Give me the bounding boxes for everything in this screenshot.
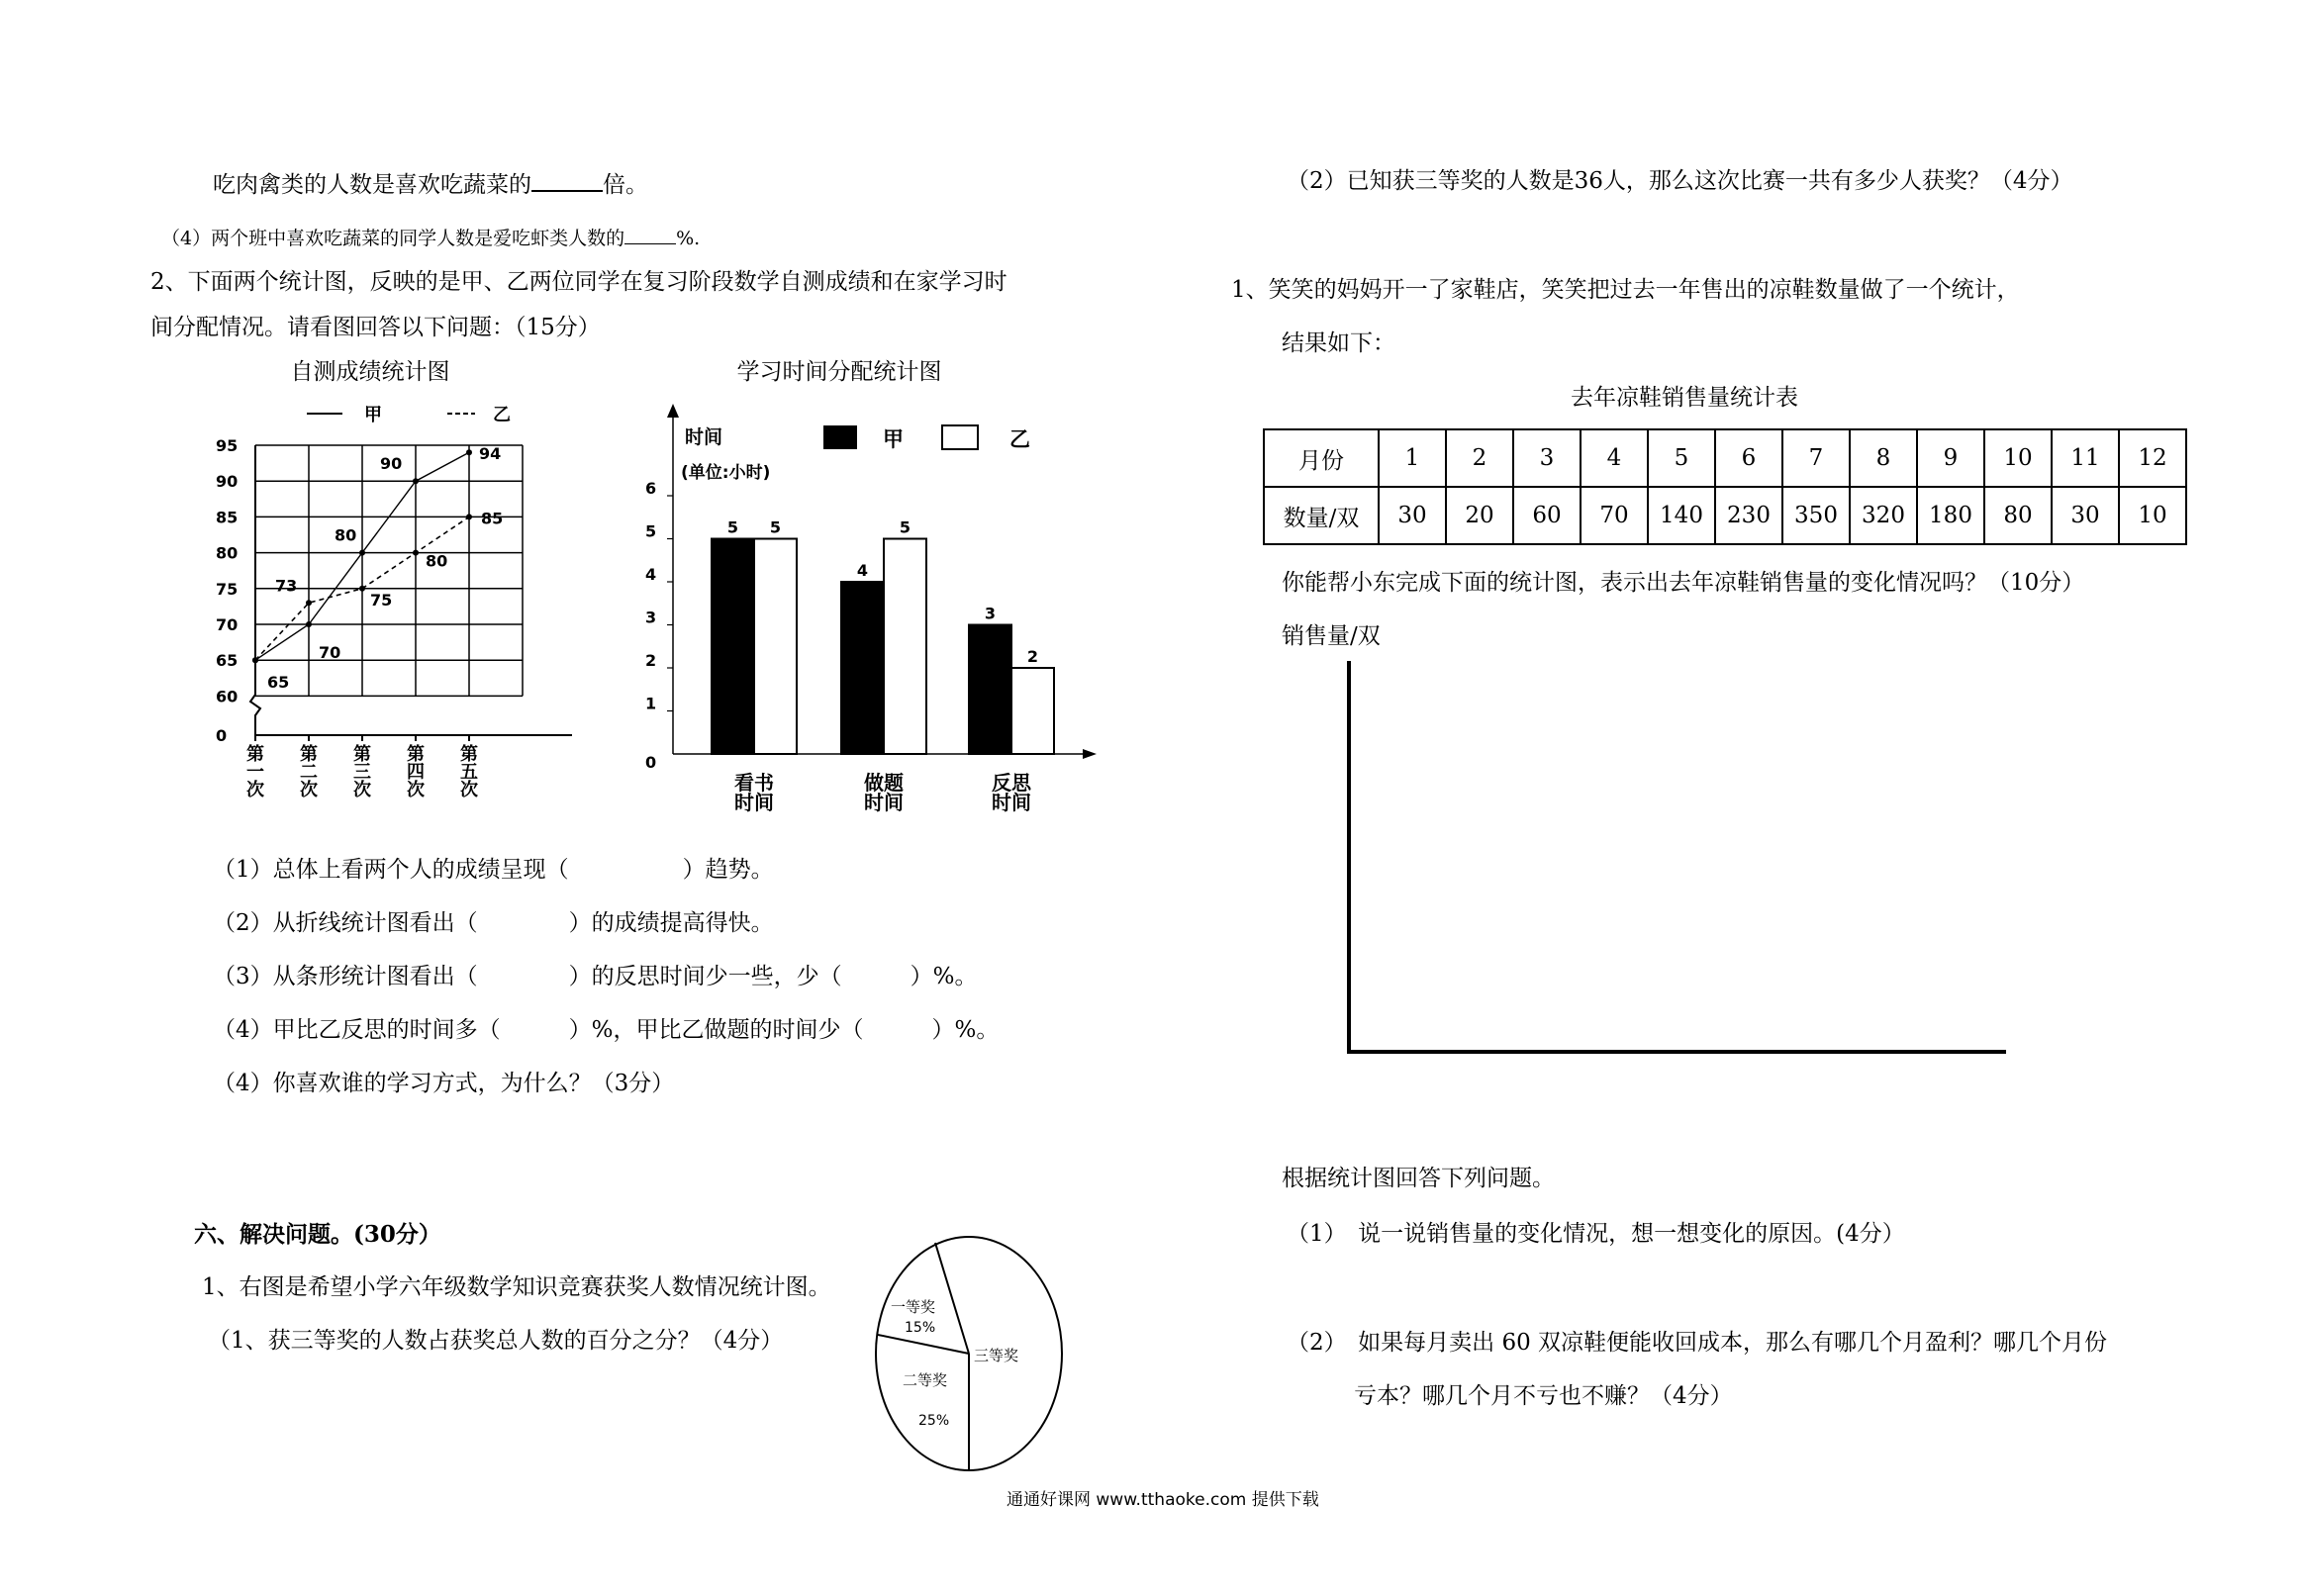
y-tick-label: 0 (645, 753, 657, 772)
legend-jia: 甲 (364, 405, 382, 425)
bar-乙 (1011, 668, 1054, 754)
y-tick-label: 85 (216, 508, 239, 527)
data-point (466, 449, 472, 455)
table-cell-value: 30 (1379, 487, 1446, 544)
pie-value-second: 25% (918, 1413, 950, 1429)
table-cell-month: 5 (1648, 429, 1715, 487)
table-cell-month: 3 (1513, 429, 1581, 487)
score-line-chart (198, 356, 614, 811)
legend-jia: 甲 (883, 427, 904, 451)
x-axis-arrow (1083, 749, 1097, 759)
footer-credit: 通通好课网 www.tthaoke.com 提供下载 (1007, 1490, 1319, 1510)
y-tick-label: 75 (216, 579, 239, 599)
x-tick-label: 第一次 (246, 744, 264, 800)
table-cell-value: 70 (1581, 487, 1648, 544)
y-tick-label: 70 (216, 615, 239, 634)
data-point (306, 621, 312, 627)
sales-table (1263, 428, 2187, 545)
bar-乙 (884, 539, 926, 755)
sub-question-1: （1）总体上看两个人的成绩呈现（ ）趋势。 (213, 857, 774, 883)
data-label: 80 (335, 525, 357, 545)
bar-甲 (841, 582, 884, 754)
table-cell-month: 1 (1379, 429, 1446, 487)
x-tick-label: 第三次 (353, 744, 371, 800)
data-label: 65 (267, 673, 290, 693)
bar-甲 (969, 625, 1011, 755)
answer-instructions: 根据统计图回答下列问题。 (1282, 1166, 1555, 1191)
table-cell-value: 350 (1782, 487, 1850, 544)
problem-1-part-1: （1、获三等奖的人数占获奖总人数的百分之分？（4分） (208, 1328, 784, 1354)
table-cell-value: 30 (2052, 487, 2119, 544)
data-point (466, 514, 472, 519)
section-6-title: 六、解决问题。(30分） (194, 1221, 441, 1248)
data-label: 85 (481, 509, 504, 528)
legend-black-swatch (823, 425, 857, 449)
bar-甲 (712, 539, 754, 755)
bar-y-unit: (单位:小时) (681, 463, 771, 483)
meat-line-post: 倍。 (603, 172, 648, 198)
y-tick-label: 0 (216, 726, 228, 745)
x-tick-label: 做题 (864, 771, 904, 795)
pie-value-first: 15% (905, 1320, 936, 1336)
data-point (306, 600, 312, 606)
sub-question-5: （4）你喜欢谁的学习方式，为什么？（3分） (213, 1071, 675, 1096)
table-cell-value: 320 (1850, 487, 1917, 544)
y-tick-label: 90 (216, 472, 239, 492)
y-tick-label: 5 (645, 521, 657, 541)
table-cell-value: 20 (1446, 487, 1513, 544)
table-cell-month: 9 (1917, 429, 1984, 487)
table-cell-month: 8 (1850, 429, 1917, 487)
right-question-2: （2）已知获三等奖的人数是36人，那么这次比赛一共有多少人获奖？（4分） (1287, 168, 2073, 194)
q2-line1: 2、下面两个统计图，反映的是甲、乙两位同学在复习阶段数学自测成绩和在家学习时 (150, 269, 1007, 295)
data-label: 70 (319, 643, 341, 662)
x-tick-label: 第五次 (460, 744, 478, 800)
x-tick-label: 时间 (992, 791, 1031, 814)
legend-yi: 乙 (493, 405, 511, 425)
data-point (413, 478, 419, 484)
bar-value-label: 5 (769, 517, 782, 537)
pie-label-third: 三等奖 (974, 1347, 1019, 1364)
shoe-problem-line1: 1、笑笑的妈妈开一了家鞋店，笑笑把过去一年售出的凉鞋数量做了一个统计， (1231, 277, 2020, 303)
data-point (252, 657, 258, 663)
table-header-month: 月份 (1264, 429, 1379, 487)
table-cell-month: 10 (1984, 429, 2052, 487)
table-cell-month: 6 (1715, 429, 1782, 487)
legend-yi: 乙 (1009, 427, 1030, 451)
table-cell-month: 11 (2052, 429, 2119, 487)
x-tick-label: 看书 (734, 771, 774, 795)
y-tick-label: 65 (216, 651, 239, 671)
data-point (413, 550, 419, 556)
table-header-quantity: 数量/双 (1264, 487, 1379, 544)
y-tick-label: 3 (645, 608, 657, 627)
answer-blank[interactable] (531, 170, 603, 192)
meat-line-pre: 吃肉禽类的人数是喜欢吃蔬菜的 (213, 172, 531, 198)
bar-value-label: 3 (984, 604, 997, 623)
bar-value-label: 5 (899, 517, 911, 537)
q2-line2: 间分配情况。请看图回答以下问题：（15分） (150, 315, 601, 340)
data-label: 90 (380, 454, 403, 474)
y-tick-label: 4 (645, 565, 657, 584)
table-title: 去年凉鞋销售量统计表 (1571, 385, 1798, 411)
sub-question-4: （4）甲比乙反思的时间多（ ）%，甲比乙做题的时间少（ ）%。 (213, 1017, 1000, 1043)
pie-label-second: 二等奖 (903, 1371, 948, 1389)
y-tick-label: 60 (216, 687, 239, 706)
bar-value-label: 5 (726, 517, 739, 537)
data-label: 94 (479, 444, 502, 464)
table-cell-value: 230 (1715, 487, 1782, 544)
table-row (1264, 429, 2186, 487)
table-cell-value: 60 (1513, 487, 1581, 544)
data-label: 80 (426, 551, 448, 571)
data-point (359, 586, 365, 592)
award-pie-chart (871, 1232, 1069, 1479)
x-tick-label: 时间 (734, 791, 774, 814)
table-cell-value: 80 (1984, 487, 2052, 544)
right-sub-question-2a: （2） 如果每月卖出 60 双凉鞋便能收回成本，那么有哪几个月盈利？哪几个月份 (1287, 1330, 2108, 1356)
data-label: 73 (275, 576, 298, 596)
line-chart-title: 自测成绩统计图 (290, 359, 450, 385)
bar-y-label: 时间 (685, 426, 723, 448)
problem-1: 1、右图是希望小学六年级数学知识竞赛获奖人数情况统计图。 (202, 1274, 831, 1300)
study-time-bar-chart (623, 356, 1118, 821)
axis-break-mark (250, 695, 260, 735)
bar-chart-title: 学习时间分配统计图 (736, 359, 942, 385)
bar-value-label: 4 (856, 561, 869, 580)
table-cell-month: 12 (2119, 429, 2186, 487)
chart-request: 你能帮小东完成下面的统计图，表示出去年凉鞋销售量的变化情况吗？（10分） (1282, 570, 2085, 596)
x-tick-label: 第二次 (300, 744, 318, 800)
y-tick-label: 2 (645, 651, 657, 670)
sales-axis-label: 销售量/双 (1282, 623, 1381, 649)
right-sub-question-2b: 亏本？哪几个月不亏也不赚？（4分） (1354, 1383, 1733, 1409)
y-axis-arrow (667, 404, 679, 418)
blank-sales-chart-axes[interactable] (1341, 661, 2014, 1057)
x-tick-label: 时间 (864, 791, 904, 814)
table-row (1264, 487, 2186, 544)
right-sub-question-1: （1） 说一说销售量的变化情况，想一想变化的原因。(4分） (1287, 1221, 1905, 1247)
table-cell-month: 4 (1581, 429, 1648, 487)
veg-line (161, 228, 700, 248)
table-cell-month: 2 (1446, 429, 1513, 487)
veg-line-post: %. (676, 228, 701, 249)
y-tick-label: 80 (216, 543, 239, 563)
table-cell-month: 7 (1782, 429, 1850, 487)
shoe-problem-line2: 结果如下： (1282, 330, 1395, 356)
sub-question-3: （3）从条形统计图看出（ ）的反思时间少一些，少（ ）%。 (213, 964, 978, 989)
sub-question-2: （2）从折线统计图看出（ ）的成绩提高得快。 (213, 910, 774, 936)
data-label: 75 (370, 590, 393, 610)
table-cell-value: 140 (1648, 487, 1715, 544)
x-tick-label: 第四次 (407, 744, 425, 800)
bar-value-label: 2 (1026, 647, 1039, 666)
data-point (359, 550, 365, 556)
bar-乙 (754, 539, 797, 755)
x-tick-label: 反思 (992, 771, 1031, 795)
y-tick-label: 95 (216, 436, 239, 455)
meat-line (213, 170, 648, 197)
answer-blank[interactable] (624, 228, 676, 244)
table-cell-value: 10 (2119, 487, 2186, 544)
veg-line-pre: （4）两个班中喜欢吃蔬菜的同学人数是爱吃虾类人数的 (161, 228, 625, 249)
y-tick-label: 1 (645, 694, 657, 713)
y-tick-label: 6 (645, 479, 657, 498)
pie-label-first: 一等奖 (891, 1298, 936, 1316)
legend-white-swatch (942, 425, 978, 449)
table-cell-value: 180 (1917, 487, 1984, 544)
